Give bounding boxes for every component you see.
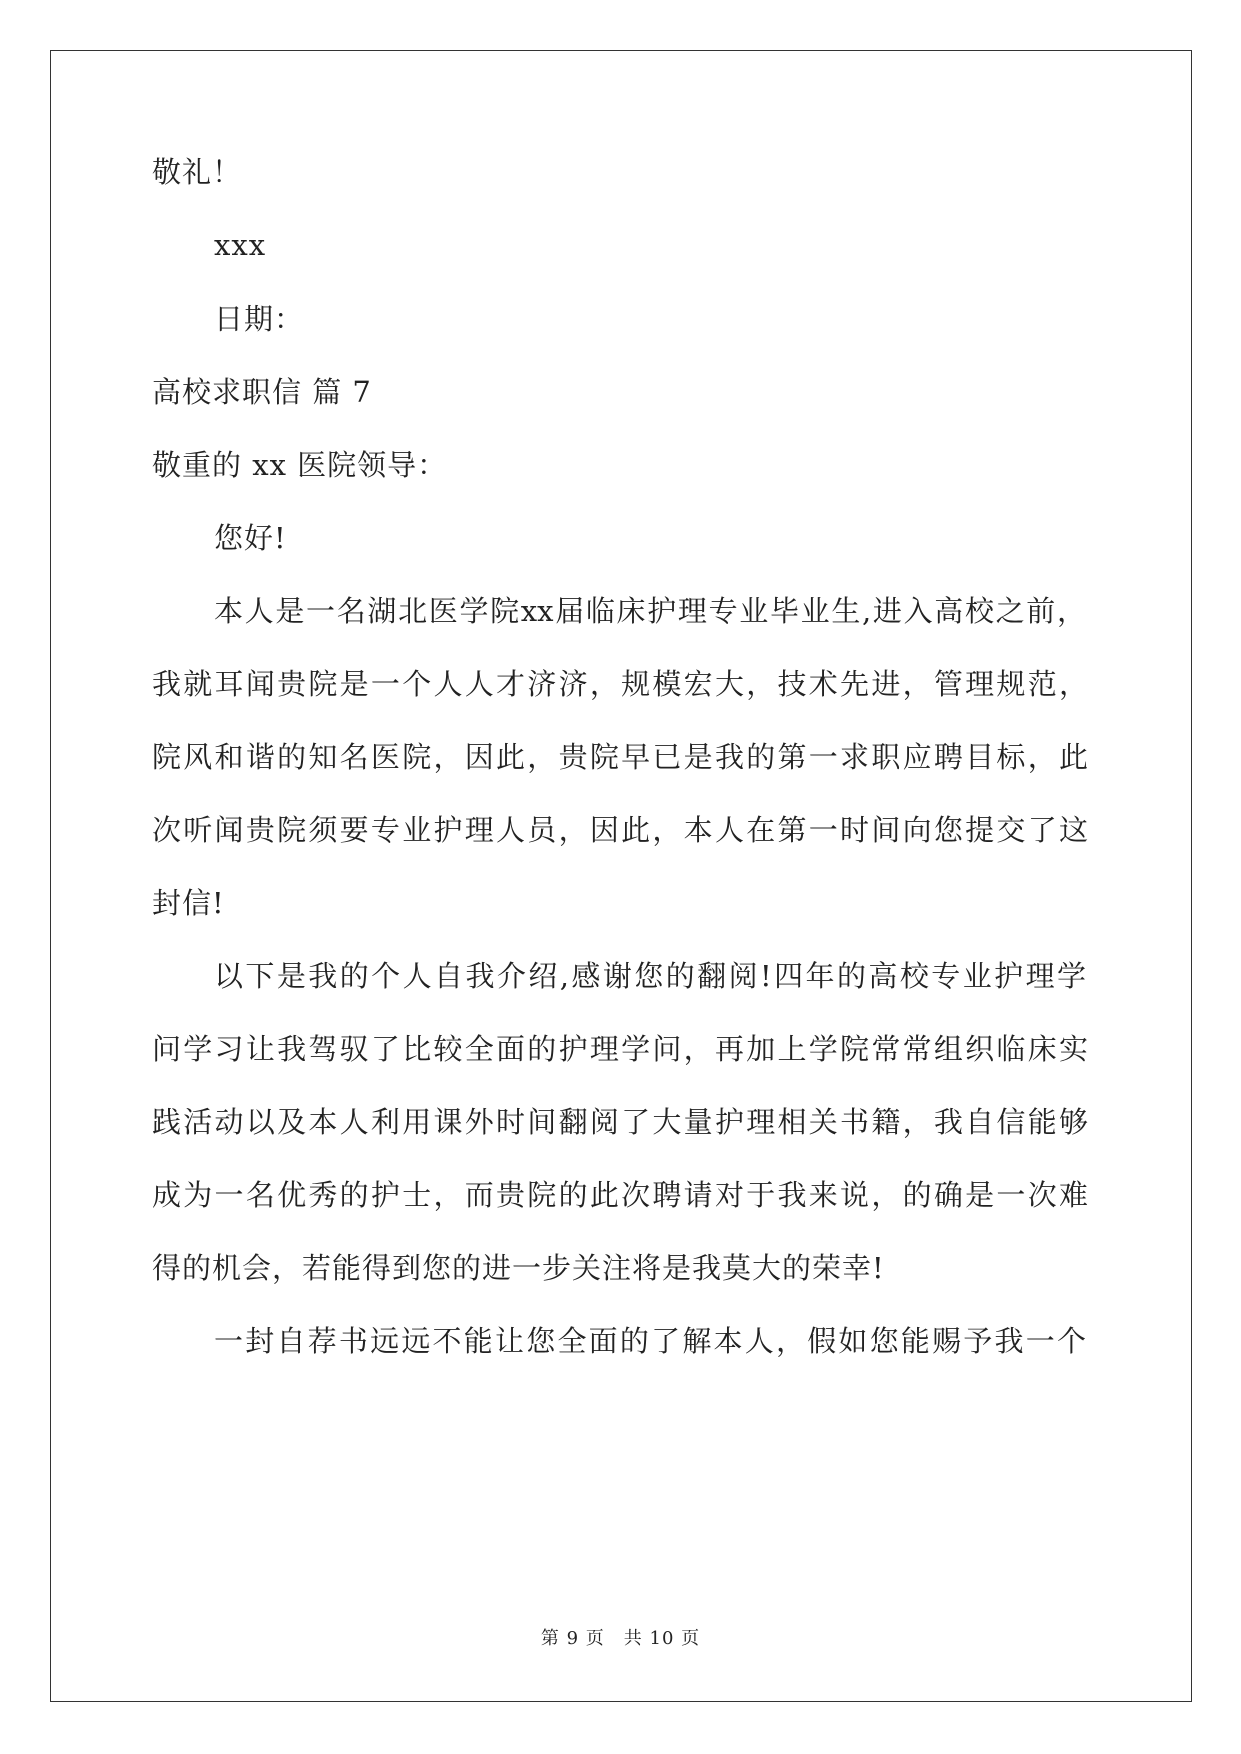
paragraph-line: 成为一名优秀的护士，而贵院的此次聘请对于我来说，的确是一次难 bbox=[152, 1178, 1088, 1212]
date-label: 日期： bbox=[214, 302, 305, 336]
paragraph-line: 次听闻贵院须要专业护理人员，因此，本人在第一时间向您提交了这 bbox=[152, 813, 1088, 847]
section-title: 高校求职信 篇 7 bbox=[152, 375, 372, 409]
paragraph-line: 得的机会，若能得到您的进一步关注将是我莫大的荣幸! bbox=[152, 1251, 885, 1285]
paragraph-line: 问学习让我驾驭了比较全面的护理学问，再加上学院常常组织临床实 bbox=[152, 1032, 1088, 1066]
paragraph-line: 本人是一名湖北医学院xx届临床护理专业毕业生,进入高校之前， bbox=[214, 594, 1086, 628]
greeting: 您好! bbox=[214, 521, 287, 555]
page-number-footer: 第 9 页 共 10 页 bbox=[540, 1628, 701, 1649]
paragraph-line: 院风和谐的知名医院，因此，贵院早已是我的第一求职应聘目标，此 bbox=[152, 740, 1088, 774]
closing-line: 敬礼！ bbox=[152, 155, 243, 189]
signature: xxx bbox=[214, 228, 267, 262]
salutation: 敬重的 xx 医院领导： bbox=[152, 448, 448, 482]
paragraph-line: 一封自荐书远远不能让您全面的了解本人，假如您能赐予我一个 bbox=[214, 1324, 1086, 1358]
paragraph-line: 我就耳闻贵院是一个人人才济济，规模宏大，技术先进，管理规范， bbox=[152, 667, 1088, 701]
paragraph-line: 践活动以及本人利用课外时间翻阅了大量护理相关书籍，我自信能够 bbox=[152, 1105, 1088, 1139]
page-border bbox=[50, 50, 1192, 1702]
paragraph-line: 以下是我的个人自我介绍,感谢您的翻阅!四年的高校专业护理学 bbox=[214, 959, 1086, 993]
paragraph-line: 封信! bbox=[152, 886, 225, 920]
